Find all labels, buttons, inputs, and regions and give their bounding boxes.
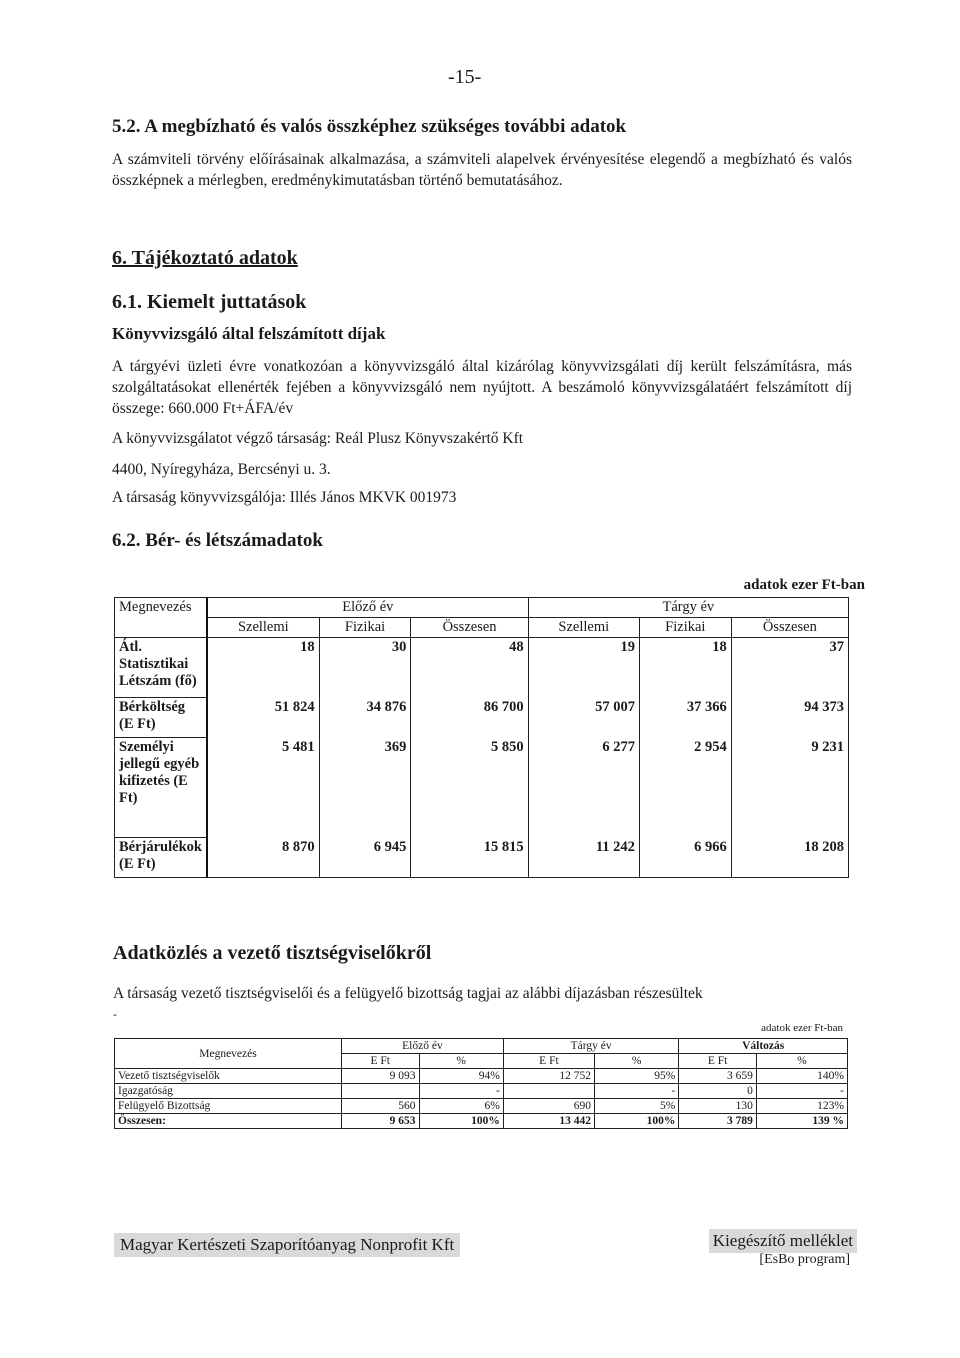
table-row-total [115, 1114, 848, 1129]
table-cell: 48 [411, 638, 528, 698]
table-cell: 19 [528, 638, 639, 698]
auditor-fees-subheading: Könyvvizsgáló által felszámított díjak [112, 324, 386, 343]
table-cell: 86 700 [411, 698, 528, 738]
section-6-2-heading: 6.2. Bér- és létszámadatok [112, 530, 323, 551]
table-cell: 11 242 [528, 838, 639, 878]
table-cell: 5% [594, 1099, 678, 1114]
table-cell: 15 815 [411, 838, 528, 878]
table-cell: 12 752 [503, 1069, 594, 1084]
table-row [115, 1084, 848, 1099]
officers-text: A társaság vezető tisztségviselői és a felügyelő bizottság tagjai az alábbi díjazásban részesültek [113, 985, 703, 1002]
col-group-prev-year: Előző év [207, 598, 528, 618]
col-group-current-year: Tárgy év [528, 598, 848, 618]
col-sub: Összesen [411, 618, 528, 638]
table-cell: 100% [594, 1114, 678, 1129]
col-sub: E Ft [679, 1054, 757, 1069]
table-row [115, 838, 849, 878]
table-cell: 13 442 [503, 1114, 594, 1129]
table-cell: 3 789 [679, 1114, 757, 1129]
auditor-company-line: A könyvvizsgálatot végző társaság: Reál Plusz Könyvszakértő Kft [112, 430, 524, 447]
col-sub: E Ft [342, 1054, 420, 1069]
table-cell: 123% [756, 1099, 847, 1114]
col-megnevezes: Megnevezés [115, 598, 207, 638]
col-sub: % [419, 1054, 503, 1069]
officers-heading: Adatközlés a vezető tisztségviselőkről [113, 942, 432, 964]
table-cell: 5 850 [411, 738, 528, 838]
col-sub: Összesen [731, 618, 848, 638]
wage-headcount-table [114, 597, 849, 878]
table-row [115, 698, 849, 738]
table-cell: 3 659 [679, 1069, 757, 1084]
section-5-2-text: A számviteli törvény előírásainak alkalmazása, a számviteli alapelvek érvényesítése elegendő a megbízható és valós összképnek a mérlegben, eredménykimutatásban történő bemutatásához. [112, 151, 852, 189]
officers-dash: - [113, 1007, 117, 1021]
table-cell: - [594, 1084, 678, 1099]
table-cell: 100% [419, 1114, 503, 1129]
row-label: Vezető tisztségviselők [115, 1069, 342, 1084]
auditor-fees-text: A tárgyévi üzleti évre vonatkozóan a könyvvizsgáló által kizárólag könyvvizsgálati díj került felszámításra, más szolgáltatásokat ellenérték fejében a könyvvizsgáló nem nyújtott. A beszámoló könyvvizsgálatáért felszámított díj összege: 660.000 Ft+ÁFA/év [112, 358, 852, 417]
table-cell: 9 093 [342, 1069, 420, 1084]
table-cell: 8 870 [207, 838, 319, 878]
table-cell: 94% [419, 1069, 503, 1084]
table-cell: 30 [319, 638, 411, 698]
table-cell: 2 954 [639, 738, 731, 838]
footer-company-name: Magyar Kertészeti Szaporítóanyag Nonprofit Kft [114, 1233, 460, 1257]
table-row [115, 1099, 848, 1114]
row-label: Felügyelő Bizottság [115, 1099, 342, 1114]
footer-doc-title: Kiegészítő melléklet [709, 1229, 857, 1253]
table-cell: 57 007 [528, 698, 639, 738]
table-cell: 6 945 [319, 838, 411, 878]
row-label: Személyi jellegű egyéb kifizetés (E Ft) [115, 738, 207, 838]
table-cell: 18 [639, 638, 731, 698]
row-label: Bérköltség (E Ft) [115, 698, 207, 738]
section-5-2-heading: 5.2. A megbízható és valós összképhez szükséges további adatok [112, 116, 627, 137]
table-row [115, 1069, 848, 1084]
table-cell: 369 [319, 738, 411, 838]
col-sub: % [756, 1054, 847, 1069]
table-cell: 5 481 [207, 738, 319, 838]
row-label: Igazgatóság [115, 1084, 342, 1099]
page-number: -15- [448, 66, 482, 88]
table-cell: 18 [207, 638, 319, 698]
table-cell [342, 1084, 420, 1099]
table-cell: 94 373 [731, 698, 848, 738]
auditor-person-line: A társaság könyvvizsgálója: Illés János MKVK 001973 [112, 489, 457, 506]
table-row [115, 638, 849, 698]
col-group-change: Változás [679, 1039, 848, 1054]
table-cell: 9 653 [342, 1114, 420, 1129]
table-cell: 6 966 [639, 838, 731, 878]
row-label: Bérjárulékok (E Ft) [115, 838, 207, 878]
table-cell: - [756, 1084, 847, 1099]
col-sub: Szellemi [207, 618, 319, 638]
col-group-current-year: Tárgy év [503, 1039, 678, 1054]
row-label: Összesen: [115, 1114, 342, 1129]
table-cell: 140% [756, 1069, 847, 1084]
table-cell: 18 208 [731, 838, 848, 878]
col-sub: Fizikai [319, 618, 411, 638]
table-cell: 560 [342, 1099, 420, 1114]
table-cell [503, 1084, 594, 1099]
section-6-heading: 6. Tájékoztató adatok [112, 247, 298, 269]
table-cell: 37 366 [639, 698, 731, 738]
col-group-prev-year: Előző év [342, 1039, 504, 1054]
table1-unit-note: adatok ezer Ft-ban [743, 577, 865, 593]
table-cell: 34 876 [319, 698, 411, 738]
table-cell: 51 824 [207, 698, 319, 738]
table-cell: 690 [503, 1099, 594, 1114]
table-cell: 130 [679, 1099, 757, 1114]
table-cell: - [419, 1084, 503, 1099]
table-cell: 37 [731, 638, 848, 698]
table-cell: 6 277 [528, 738, 639, 838]
table-cell: 6% [419, 1099, 503, 1114]
officers-remuneration-table [114, 1038, 848, 1129]
section-6-1-heading: 6.1. Kiemelt juttatások [112, 291, 307, 313]
auditor-address-line: 4400, Nyíregyháza, Bercsényi u. 3. [112, 461, 331, 478]
col-sub: Fizikai [639, 618, 731, 638]
col-sub: E Ft [503, 1054, 594, 1069]
table2-unit-note: adatok ezer Ft-ban [761, 1022, 843, 1034]
row-label: Átl. Statisztikai Létszám (fő) [115, 638, 207, 698]
table-cell: 95% [594, 1069, 678, 1084]
col-sub: Szellemi [528, 618, 639, 638]
footer-program: [EsBo program] [759, 1252, 850, 1267]
table-row [115, 738, 849, 838]
col-megnevezes: Megnevezés [115, 1039, 342, 1069]
col-sub: % [594, 1054, 678, 1069]
table-cell: 139 % [756, 1114, 847, 1129]
table-cell: 9 231 [731, 738, 848, 838]
table-cell: 0 [679, 1084, 757, 1099]
